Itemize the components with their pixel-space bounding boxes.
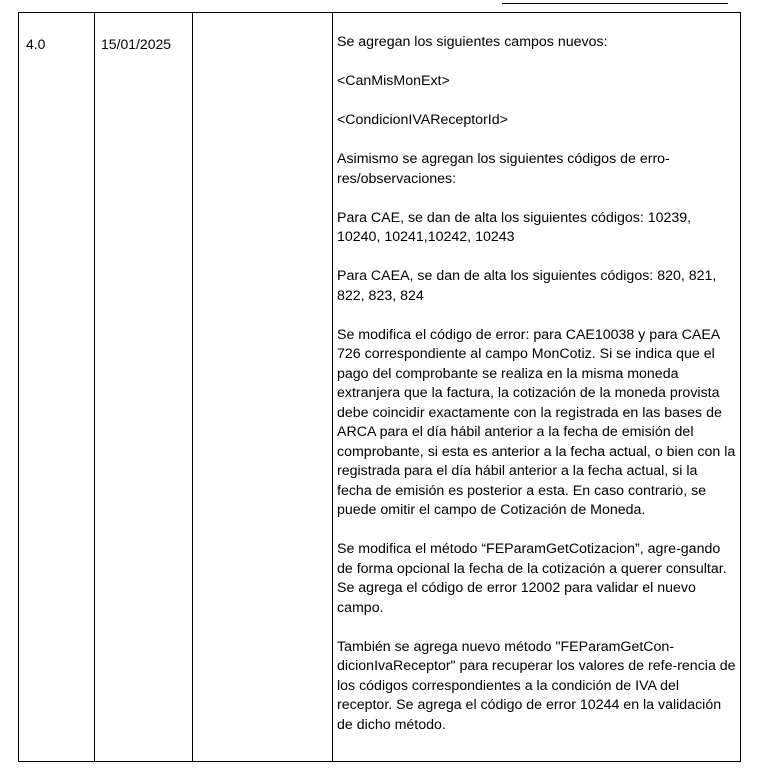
description-paragraph: Para CAE, se dan de alta los siguientes códigos: 10239, 10240, 10241,10242, 10243 — [337, 209, 692, 245]
description-paragraph: Se agregan los siguientes campos nuevos: — [337, 34, 608, 50]
description-paragraph: También se agrega nuevo método "FEParamGetCon-dicionIvaReceptor" para recuperar los valores de refe-rencia de los códigos correspondientes a la condición de IVA del receptor. Se agrega el código de error 10244 en la validación de dicho método. — [337, 638, 736, 733]
description-paragraph: Se modifica el código de error: para CAE10038 y para CAEA 726 correspondiente al campo MonCotiz. Si se indica que el pago del comprobante se realiza en la misma moneda extranjera que la factura, la cotización de la moneda provista debe coincidir exactamente con la registrada en las bases de ARCA para el día hábil anterior a la fecha de emisión del comprobante, si esta es anterior a la fecha actual, o bien con la registrada para el día hábil anterior a la fecha actual, si la fecha de emisión es posterior a esta. En caso contrario, se puede omitir el campo de Cotización de Moneda. — [337, 326, 736, 518]
description-paragraph: Asimismo se agregan los siguientes códigos de erro-res/observaciones: — [337, 151, 670, 187]
description-paragraph: <CondicionIVAReceptorId> — [337, 112, 508, 128]
header-rule — [502, 3, 728, 4]
table-row — [19, 13, 741, 762]
change-history-table — [18, 12, 741, 762]
author-cell — [193, 13, 333, 762]
description-paragraph: Para CAEA, se dan de alta los siguientes códigos: 820, 821, 822, 823, 824 — [337, 268, 717, 304]
description-cell — [333, 13, 741, 762]
description-paragraph: <CanMisMonExt> — [337, 73, 450, 89]
date-cell: 15/01/2025 — [95, 13, 193, 762]
version-cell: 4.0 — [19, 13, 95, 762]
description-paragraph: Se modifica el método “FEParamGetCotizacion”, agre-gando de forma opcional la fecha de la cotización a querer consultar. Se agrega el código de error 12002 para validar el nuevo campo. — [337, 541, 727, 616]
